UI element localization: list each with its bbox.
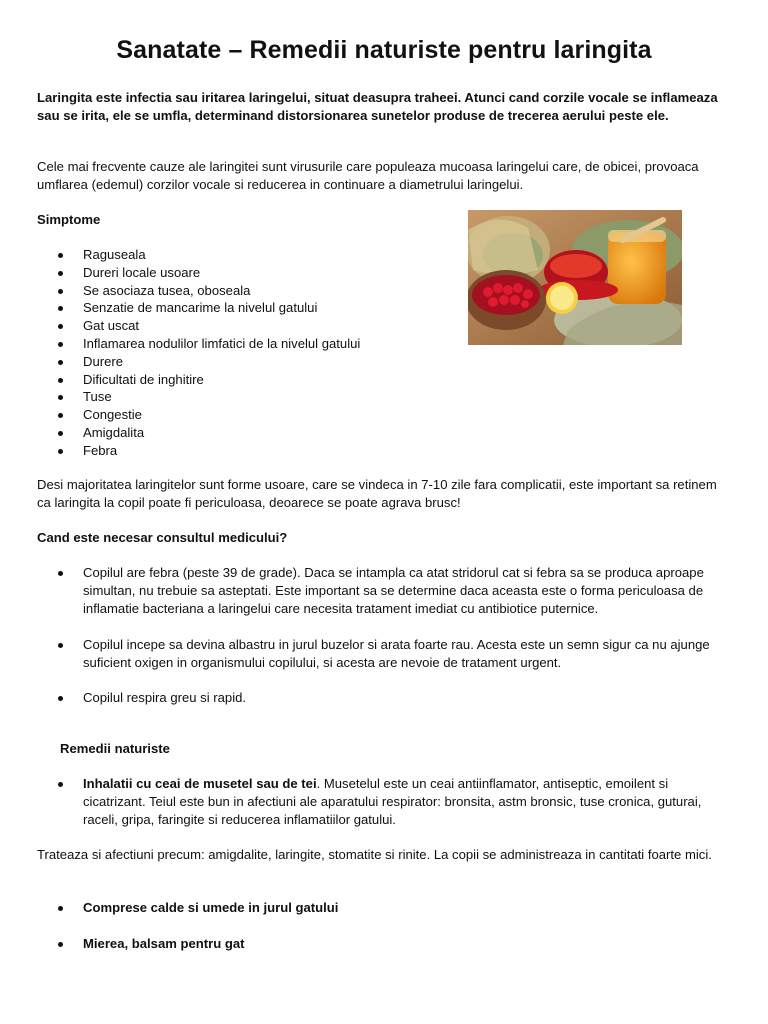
list-item: Raguseala <box>37 246 457 264</box>
bullet-icon <box>58 395 63 400</box>
list-item: Dificultati de inghitire <box>37 371 457 389</box>
list-item: Se asociaza tusea, oboseala <box>37 282 457 300</box>
list-item: Durere <box>37 353 457 371</box>
bullet-icon <box>58 571 63 576</box>
bullet-icon <box>58 431 63 436</box>
list-item: Inhalatii cu ceai de musetel sau de tei. Musetelul este un ceai antiinflamator, antiseptic, emoilent si cicatrizant. Teiul este bun in afectiuni ale aparatului respirator: bronsita, astm bronsic, tuse cronica, guturai, raceli, gripa, faringite si reducerea inflamatiilor gatului. <box>37 775 732 829</box>
remedies-list-2 <box>37 899 732 953</box>
bullet-icon <box>58 413 63 418</box>
bullet-icon <box>58 253 63 258</box>
symptoms-heading: Simptome <box>37 212 101 227</box>
list-item: Copilul respira greu si rapid. <box>37 689 732 707</box>
bullet-icon <box>58 942 63 947</box>
warning-paragraph: Desi majoritatea laringitelor sunt forme usoare, care se vindeca in 7-10 zile fara complicatii, este important sa retinem ca laringita la copil poate fi periculoasa, deoarece se poate agrava brusc! <box>37 477 717 510</box>
causes-paragraph: Cele mai frecvente cauze ale laringitei sunt virusurile care populeaza mucoasa laringelui care, de obicei, provoaca umflarea (edemul) corzilor vocale si reducerea in continuare a diametrului laringelui. <box>37 159 699 192</box>
list-item: Mierea, balsam pentru gat <box>37 935 732 953</box>
bullet-icon <box>58 906 63 911</box>
bullet-icon <box>58 306 63 311</box>
list-item: Inflamarea nodulilor limfatici de la nivelul gatului <box>37 335 457 353</box>
list-item: Senzatie de mancarime la nivelul gatului <box>37 299 457 317</box>
list-item: Copilul incepe sa devina albastru in jurul buzelor si arata foarte rau. Acesta este un semn sigur ca nu ajunge suficient oxigen in organismului copilului, si acesta are nevoie de tratament urgent. <box>37 636 732 672</box>
bullet-icon <box>58 782 63 787</box>
bullet-icon <box>58 324 63 329</box>
list-item: Gat uscat <box>37 317 457 335</box>
bullet-icon <box>58 449 63 454</box>
herbal-remedies-photo <box>468 210 682 345</box>
bullet-icon <box>58 643 63 648</box>
intro-paragraph: Laringita este infectia sau iritarea laringelui, situat deasupra traheei. Atunci cand corzile vocale se inflameaza sau se irita, ele se umfla, determinand distorsionarea sunetelor produse de trecerea aerului peste ele. <box>37 90 718 123</box>
remedies-heading: Remedii naturiste <box>60 741 170 756</box>
list-item: Amigdalita <box>37 424 457 442</box>
bullet-icon <box>58 378 63 383</box>
page-title: Sanatate – Remedii naturiste pentru laringita <box>116 36 652 64</box>
remedies-list <box>37 775 732 829</box>
bullet-icon <box>58 360 63 365</box>
bullet-icon <box>58 289 63 294</box>
list-item: Copilul are febra (peste 39 de grade). Daca se intampla ca atat stridorul cat si febra sa se produca aproape simultan, nu trebuie sa asteptati. Este important sa se determine daca aceasta este o forma periculoasa de inflamatie bacteriana a laringelui care necesita tratament imediat cu antibiotice puternice. <box>37 564 732 618</box>
bullet-icon <box>58 271 63 276</box>
symptoms-list <box>37 246 457 460</box>
list-item: Comprese calde si umede in jurul gatului <box>37 899 732 917</box>
list-item: Dureri locale usoare <box>37 264 457 282</box>
list-item: Tuse <box>37 388 457 406</box>
also-treats-paragraph: Trateaza si afectiuni precum: amigdalite, laringite, stomatite si rinite. La copii se administreaza in cantitati foarte mici. <box>37 847 712 862</box>
bullet-icon <box>58 342 63 347</box>
doctor-list <box>37 564 732 707</box>
doctor-heading: Cand este necesar consultul medicului? <box>37 530 288 545</box>
list-item: Febra <box>37 442 457 460</box>
list-item: Congestie <box>37 406 457 424</box>
bullet-icon <box>58 696 63 701</box>
